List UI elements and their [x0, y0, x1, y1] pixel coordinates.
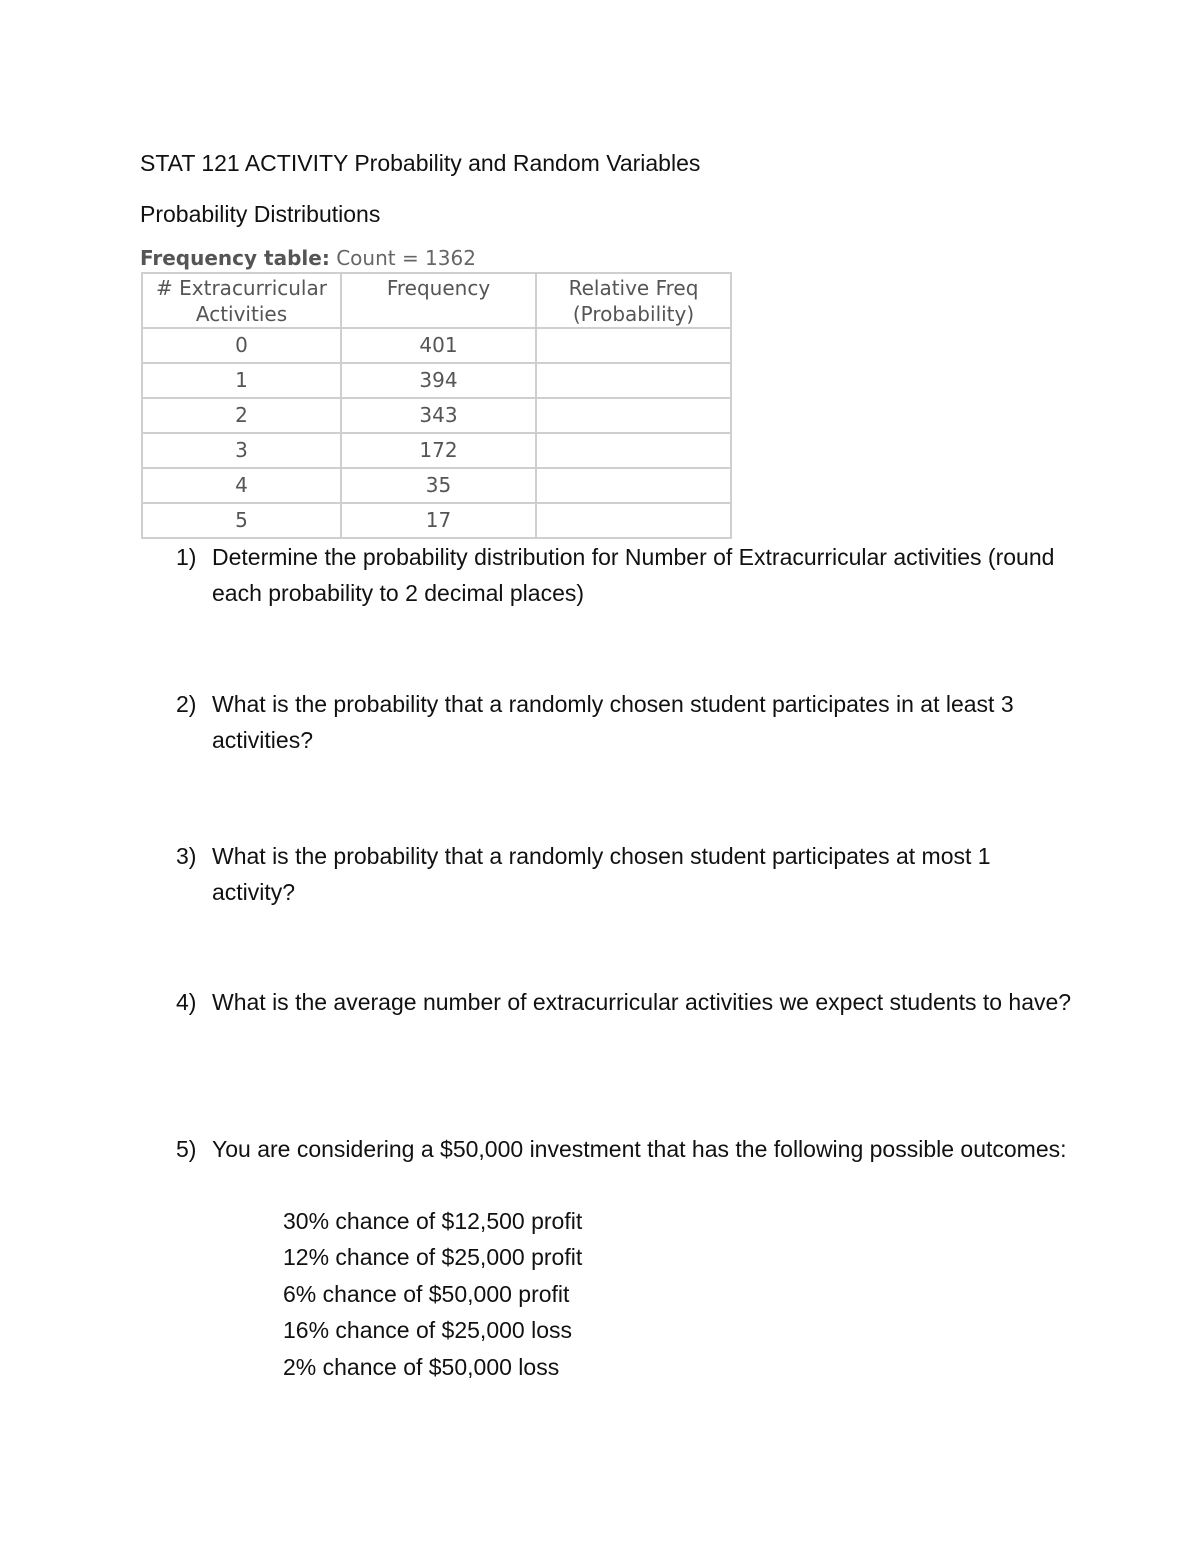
- header-frequency: Frequency: [341, 273, 536, 328]
- question-2: [176, 686, 1076, 758]
- question-text: What is the average number of extracurricular activities we expect students to have?: [212, 989, 1072, 1015]
- table-header-row: [142, 273, 731, 328]
- question-number: 4): [176, 989, 197, 1015]
- section-title: Probability Distributions: [140, 201, 381, 227]
- caption-count: Count = 1362: [336, 246, 476, 270]
- cell-frequency: 401: [341, 328, 536, 363]
- cell-activities: 1: [142, 363, 341, 398]
- question-3: [176, 838, 1076, 910]
- question-4: [176, 984, 1076, 1020]
- cell-frequency: 394: [341, 363, 536, 398]
- cell-frequency: 172: [341, 433, 536, 468]
- cell-frequency: 17: [341, 503, 536, 538]
- outcome-item: 6% chance of $50,000 profit: [283, 1281, 570, 1307]
- header-activities: [142, 273, 341, 328]
- cell-relative: [536, 433, 731, 468]
- header-activities-line1: # Extracurricular: [156, 276, 327, 300]
- table-row: [142, 363, 731, 398]
- question-number: 5): [176, 1136, 197, 1162]
- cell-relative: [536, 363, 731, 398]
- cell-frequency: 35: [341, 468, 536, 503]
- question-number: 2): [176, 691, 197, 717]
- cell-activities: 3: [142, 433, 341, 468]
- table-row: [142, 398, 731, 433]
- cell-activities: 2: [142, 398, 341, 433]
- question-number: 3): [176, 843, 197, 869]
- question-1: [176, 539, 1076, 611]
- outcome-item: 30% chance of $12,500 profit: [283, 1208, 583, 1234]
- table-row: [142, 328, 731, 363]
- table-row: [142, 503, 731, 538]
- cell-relative: [536, 328, 731, 363]
- cell-relative: [536, 503, 731, 538]
- cell-activities: 0: [142, 328, 341, 363]
- question-5: [176, 1131, 1076, 1167]
- document-title: STAT 121 ACTIVITY Probability and Random Variables: [140, 150, 701, 176]
- question-number: 1): [176, 544, 197, 570]
- header-relative-line1: Relative Freq: [568, 276, 699, 300]
- cell-activities: 4: [142, 468, 341, 503]
- question-text: Determine the probability distribution for Number of Extracurricular activities (round each probability to 2 decimal places): [212, 544, 1055, 606]
- frequency-table-caption: [140, 246, 476, 270]
- header-relative-line2: (Probability): [572, 302, 695, 326]
- cell-relative: [536, 398, 731, 433]
- question-text: What is the probability that a randomly chosen student participates in at least 3 activities?: [212, 691, 1014, 753]
- outcome-item: 2% chance of $50,000 loss: [283, 1354, 560, 1380]
- frequency-table: [141, 272, 732, 539]
- header-activities-line2: Activities: [195, 302, 288, 326]
- question-text: What is the probability that a randomly chosen student participates at most 1 activity?: [212, 843, 991, 905]
- cell-frequency: 343: [341, 398, 536, 433]
- caption-label: Frequency table:: [140, 246, 330, 270]
- outcome-item: 16% chance of $25,000 loss: [283, 1317, 572, 1343]
- table-row: [142, 468, 731, 503]
- cell-relative: [536, 468, 731, 503]
- cell-activities: 5: [142, 503, 341, 538]
- question-text: You are considering a $50,000 investment that has the following possible outcomes:: [212, 1136, 1067, 1162]
- table-row: [142, 433, 731, 468]
- header-relative-freq: [536, 273, 731, 328]
- outcome-item: 12% chance of $25,000 profit: [283, 1244, 583, 1270]
